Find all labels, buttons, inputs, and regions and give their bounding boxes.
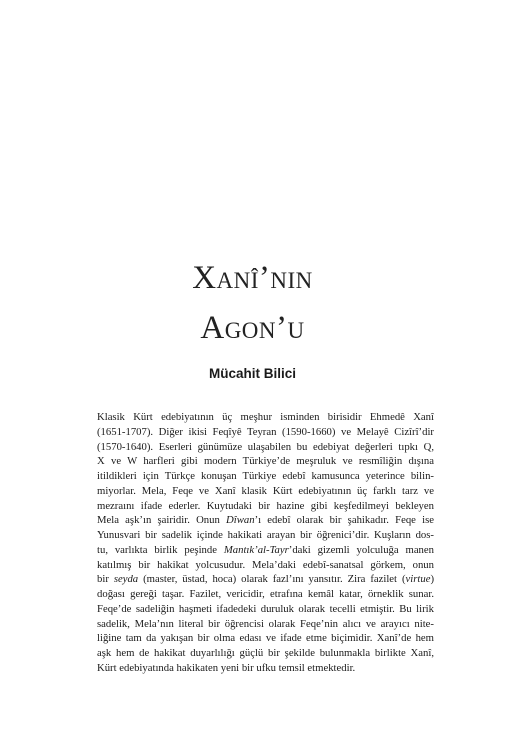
text-line <box>97 454 434 469</box>
italic-term: seyda <box>113 573 139 586</box>
text-segment: mezraını ifade ederler. Kuytudaki bir hazine gibi keşfedilmeyi bekleyen <box>97 499 434 512</box>
italic-term: Dîwan <box>226 514 255 527</box>
text-segment: sadelik, Mela’nın literal bir öğrencisi olarak Feqe’nin alıcı ve arayıcı nite- <box>97 617 434 630</box>
text-segment: (1651-1707). Diğer ikisi Feqîyê Teyran (1590-1660) ve Melayê Cizîrî’dir <box>97 425 434 438</box>
text-segment: liğine tam da yakışan bir olma edası ve ifade etme biçimidir. Xanî’de hem <box>97 632 434 645</box>
text-segment: itildikleri için Türkçe konuşan Türkiye edebî kamusunca yeterince bilin- <box>97 470 434 482</box>
text-segment: bir <box>97 573 114 586</box>
text-line <box>97 543 434 558</box>
text-segment: Kürt edebiyatında hakikaten yeni bir ufku temsil etmektedir. <box>97 661 356 674</box>
text-line <box>97 469 434 484</box>
text-segment: katılmış bir hakikat yolcusudur. Mela’daki edebî-sanatsal görkem, onun <box>97 558 434 571</box>
text-line <box>97 558 434 573</box>
text-line <box>97 425 434 440</box>
text-segment: doğası gereği taşar. Fazilet, vericidir, etrafına kemâl katar, örneklik sunar. <box>97 588 434 600</box>
text-line <box>97 440 434 455</box>
text-line <box>97 499 434 514</box>
text-line <box>97 617 434 632</box>
title-line-2: Agon’u <box>200 310 305 346</box>
text-segment: Mela aşk’ın şairidir. Onun <box>97 514 227 527</box>
text-line <box>97 572 434 587</box>
text-segment: ) <box>430 573 435 586</box>
body-paragraph <box>97 410 434 676</box>
text-segment: miyorlar. Mela, Feqe ve Xanî klasik Kürt edebiyatının üç farklı tarz ve <box>97 484 434 497</box>
text-segment: (master, üstad, hoca) olarak fazl’ını yansıtır. Zira fazilet ( <box>138 573 406 586</box>
italic-term: Mantık’al-Tayr <box>223 543 289 556</box>
text-line <box>97 631 434 646</box>
text-segment: Feqe’de sadeliğin haşmeti ifadedeki duruluk olarak tecelli etmiştir. Bu lirik <box>97 602 434 615</box>
text-segment: X ve W harfleri gibi modern Türkiye’de meşruluk ve resmîliğin dışına <box>97 455 434 468</box>
text-line <box>97 528 434 543</box>
text-segment: (1570-1640). Eserleri günümüze ulaşabilen bu edebiyat değerleri tıpkı Q, <box>97 440 434 453</box>
text-line <box>97 410 434 425</box>
text-line <box>97 602 434 617</box>
title-line-1: Xanî’nin <box>192 260 313 296</box>
text-line <box>97 484 434 499</box>
text-segment: aşk hem de hakikat duyarlılığı güçlü bir şekilde bulunmakla birlikte Xanî, <box>97 647 434 659</box>
text-line <box>97 646 434 661</box>
text-line <box>97 661 434 676</box>
text-segment: Klasik Kürt edebiyatının üç meşhur isminden birisidir Ehmedê Xanî <box>97 411 434 423</box>
text-line <box>97 587 434 602</box>
text-line <box>97 513 434 528</box>
text-segment: ’ı edebî olarak bir şahikadır. Feqe ise <box>254 514 434 527</box>
text-segment: ’daki gizemli yolculuğa manen <box>288 543 434 556</box>
text-segment: Yunusvari bir sadelik içinde hakikati arayan bir öğrenici’dir. Kuşların dos- <box>97 529 434 541</box>
text-segment: tu, varlıkta birlik peşinde <box>97 543 224 556</box>
italic-term: virtue <box>405 573 431 586</box>
author-name: Mücahit Bilici <box>208 366 296 381</box>
